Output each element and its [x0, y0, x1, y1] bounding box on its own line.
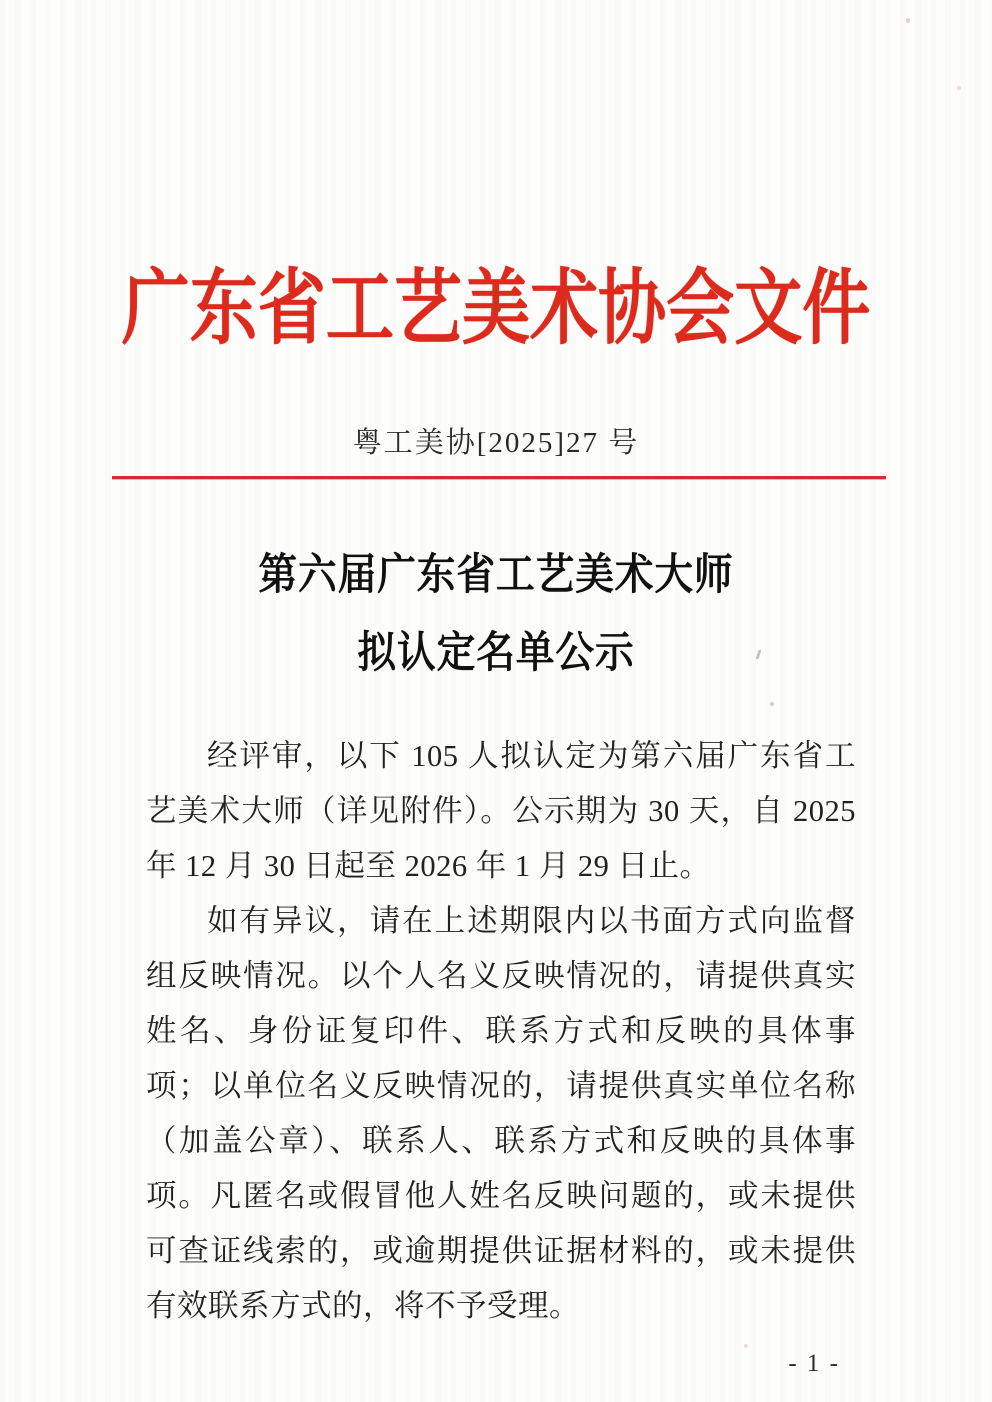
scan-speck	[744, 1344, 748, 1348]
body-paragraph-1: 经评审，以下 105 人拟认定为第六届广东省工艺美术大师（详见附件）。公示期为 30 天，自 2025 年 12 月 30 日起至 2026 年 1 月 29 日止。	[146, 739, 856, 883]
page-number: - 1 -	[788, 1350, 840, 1377]
body-paragraph-2: 如有异议，请在上述期限内以书面方式向监督组反映情况。以个人名义反映情况的，请提供真实姓名、身份证复印件、联系方式和反映的具体事项；以单位名义反映情况的，请提供真实单位名称（加盖公章）、联系人、联系方式和反映的具体事项。凡匿名或假冒他人姓名反映问题的，或未提供可查证线索的，或逾期提供证据材料的，或未提供有效联系方式的，将不予受理。	[146, 904, 856, 1323]
doc-body	[146, 729, 856, 1334]
doc-reference-number: 粤工美协[2025]27 号	[352, 427, 640, 459]
doc-title-line1: 第六届广东省工艺美术大师	[258, 552, 734, 599]
red-divider-rule	[112, 476, 886, 479]
scan-speck	[906, 18, 910, 23]
scan-speck	[957, 86, 961, 90]
doc-title-line2: 拟认定名单公示	[357, 630, 635, 677]
scan-speck	[770, 702, 774, 706]
doc-title	[0, 537, 992, 693]
org-header-title: 广东省工艺美术协会文件	[121, 263, 871, 354]
